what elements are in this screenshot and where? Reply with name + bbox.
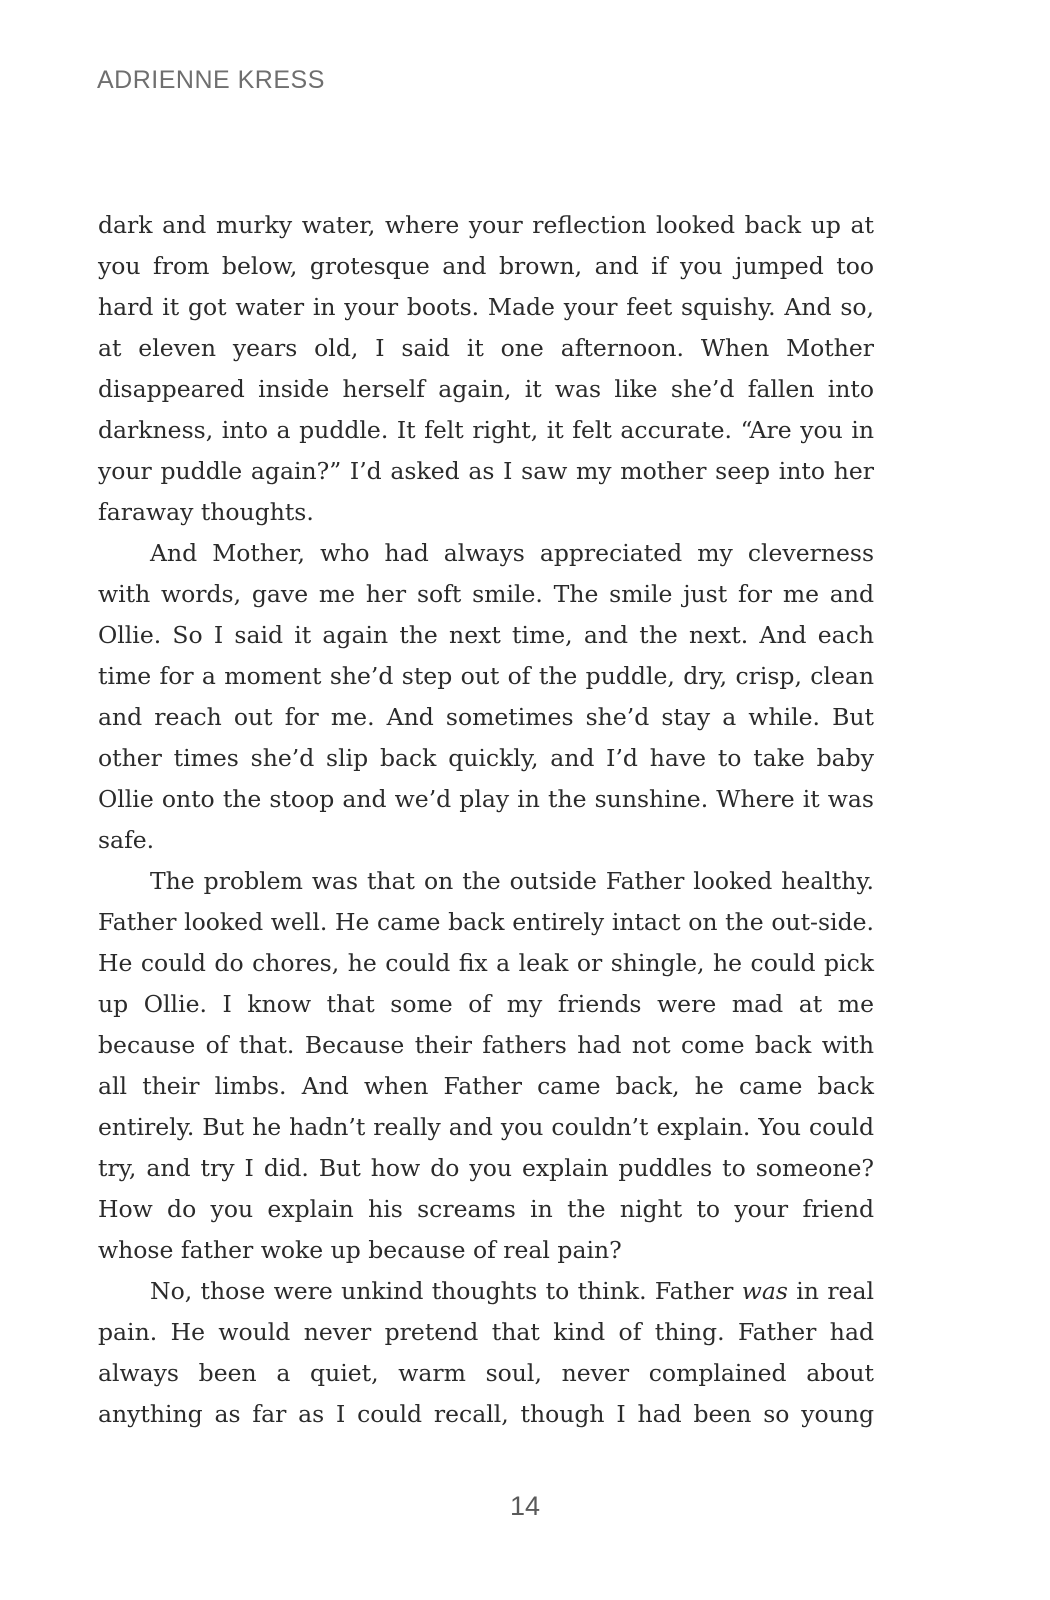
paragraph bbox=[98, 1271, 874, 1435]
running-head: ADRIENNE KRESS bbox=[97, 66, 325, 94]
paragraph: And Mother, who had always appreciated my cleverness with words, gave me her soft smile. The smile just for me and Ollie. So I said it again the next time, and the next. And each time for a moment she’d step out of the puddle, dry, crisp, clean and reach out for me. And sometimes she’d stay a while. But other times she’d slip back quickly, and I’d have to take baby Ollie onto the stoop and we’d play in the sunshine. Where it was safe. bbox=[98, 539, 874, 854]
page-number: 14 bbox=[509, 1491, 541, 1521]
paragraph: The problem was that on the outside Father looked healthy. Father looked well. He came back entirely intact on the out-side. He could do chores, he could fix a leak or shingle, he could pick up Ollie. I know that some of my friends were mad at me because of that. Because their fathers had not come back with all their limbs. And when Father came back, he came back entirely. But he hadn’t really and you couldn’t explain. You could try, and try I did. But how do you explain puddles to someone? How do you explain his screams in the night to your friend whose father woke up because of real pain? bbox=[98, 867, 874, 1264]
paragraph-text: No, those were unkind thoughts to think. Father bbox=[150, 1277, 742, 1305]
paragraph-text: in real pain. He would never pretend that kind of thing. Father had always been a quiet, warm soul, never complained about anything as far as I could recall, though I had been so young bbox=[98, 1277, 874, 1428]
body-text bbox=[98, 205, 874, 1435]
emphasis-text: was bbox=[741, 1277, 788, 1305]
paragraph-continued: dark and murky water, where your reflection looked back up at you from below, grotesque and brown, and if you jumped too hard it got water in your boots. Made your feet squishy. And so, at eleven years old, I said it one afternoon. When Mother disappeared inside herself again, it was like she’d fallen into darkness, into a puddle. It felt right, it felt accurate. “Are you in your puddle again?” I’d asked as I saw my mother seep into her faraway thoughts. bbox=[98, 211, 874, 526]
